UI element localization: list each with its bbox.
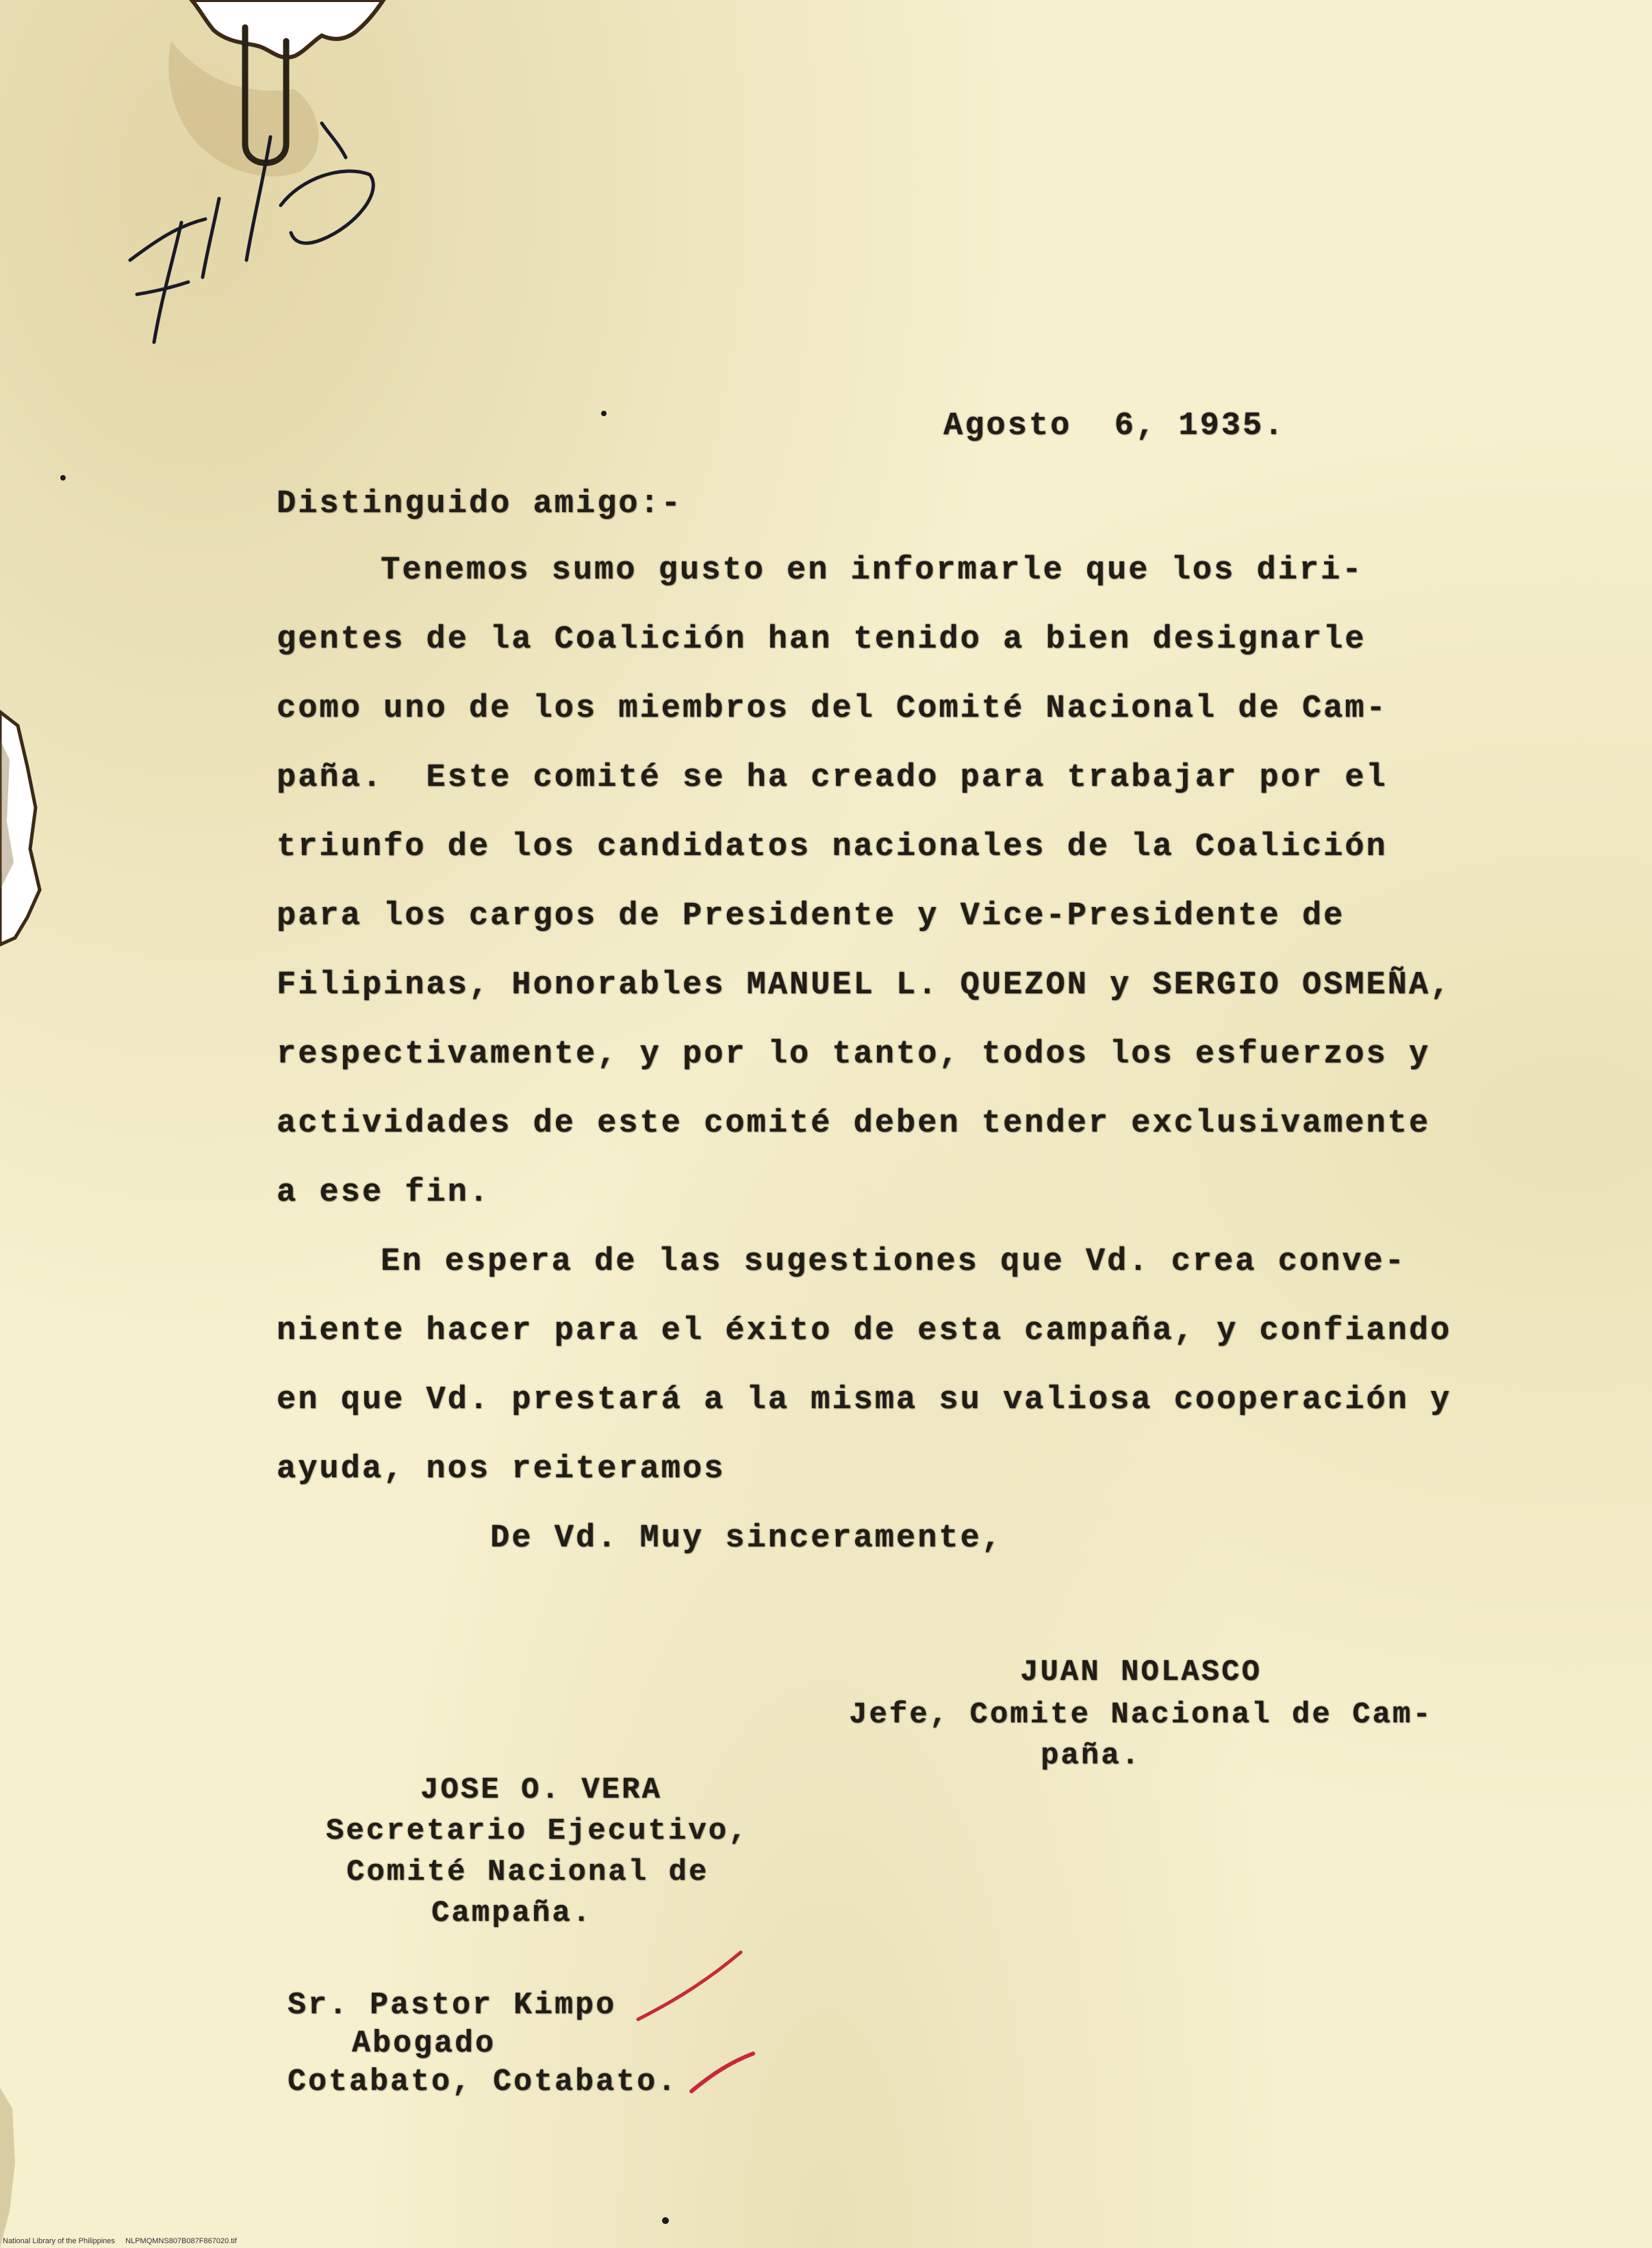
signer-title-cont: paña.: [1041, 1739, 1142, 1773]
signer-name: JUAN NOLASCO: [1020, 1655, 1262, 1689]
body-line: en que Vd. prestará a la misma su valiosa cooperación y: [277, 1382, 1452, 1418]
body-line: a ese fin.: [277, 1175, 491, 1211]
body-line: triunfo de los candidatos nacionales de la Coalición: [277, 829, 1388, 865]
letter-salutation: Distinguido amigo:-: [277, 486, 683, 522]
body-line: respectivamente, y por lo tanto, todos los esfuerzos y: [277, 1036, 1431, 1073]
recipient-name: Sr. Pastor Kimpo: [288, 1988, 617, 2023]
secretary-name: JOSE O. VERA: [420, 1773, 662, 1807]
recipient-address: Cotabato, Cotabato.: [288, 2065, 678, 2099]
body-line: Filipinas, Honorables MANUEL L. QUEZON y SERGIO OSMEÑA,: [277, 967, 1452, 1004]
secretary-title: Secretario Ejecutivo,: [326, 1814, 749, 1848]
letter-date: Agosto 6, 1935.: [943, 408, 1286, 444]
body-line: gentes de la Coalición han tenido a bien designarle: [277, 622, 1367, 658]
body-line: para los cargos de Presidente y Vice-Presidente de: [277, 898, 1345, 934]
body-line: como uno de los miembros del Comité Nacional de Cam-: [277, 691, 1388, 727]
body-line: actividades de este comité deben tender exclusivamente: [277, 1106, 1431, 1142]
recipient-position: Abogado: [352, 2026, 496, 2061]
letter-closing: De Vd. Muy sinceramente,: [490, 1520, 1003, 1557]
body-line: ayuda, nos reiteramos: [277, 1451, 726, 1487]
secretary-committee-cont: Campaña.: [431, 1896, 593, 1930]
ink-dot: [601, 411, 607, 416]
red-pencil-mark: [691, 2054, 753, 2091]
body-line: paña. Este comité se ha creado para trabajar por el: [277, 760, 1388, 796]
body-line: niente hacer para el éxito de esta campaña, y confiando: [277, 1313, 1452, 1349]
signer-title: Jefe, Comite Nacional de Cam-: [849, 1698, 1433, 1732]
red-pencil-mark: [638, 1952, 741, 2019]
body-line: En espera de las sugestiones que Vd. crea conve-: [381, 1244, 1406, 1280]
body-line: Tenemos sumo gusto en informarle que los diri-: [381, 552, 1364, 589]
secretary-committee: Comité Nacional de: [346, 1855, 709, 1889]
archive-footer: National Library of the Philippines NLPMQMNS807B087F867020.tif: [3, 2237, 237, 2245]
ink-dot: [662, 2217, 669, 2224]
bottom-left-curl: [0, 2088, 15, 2248]
ink-dot: [60, 475, 66, 481]
